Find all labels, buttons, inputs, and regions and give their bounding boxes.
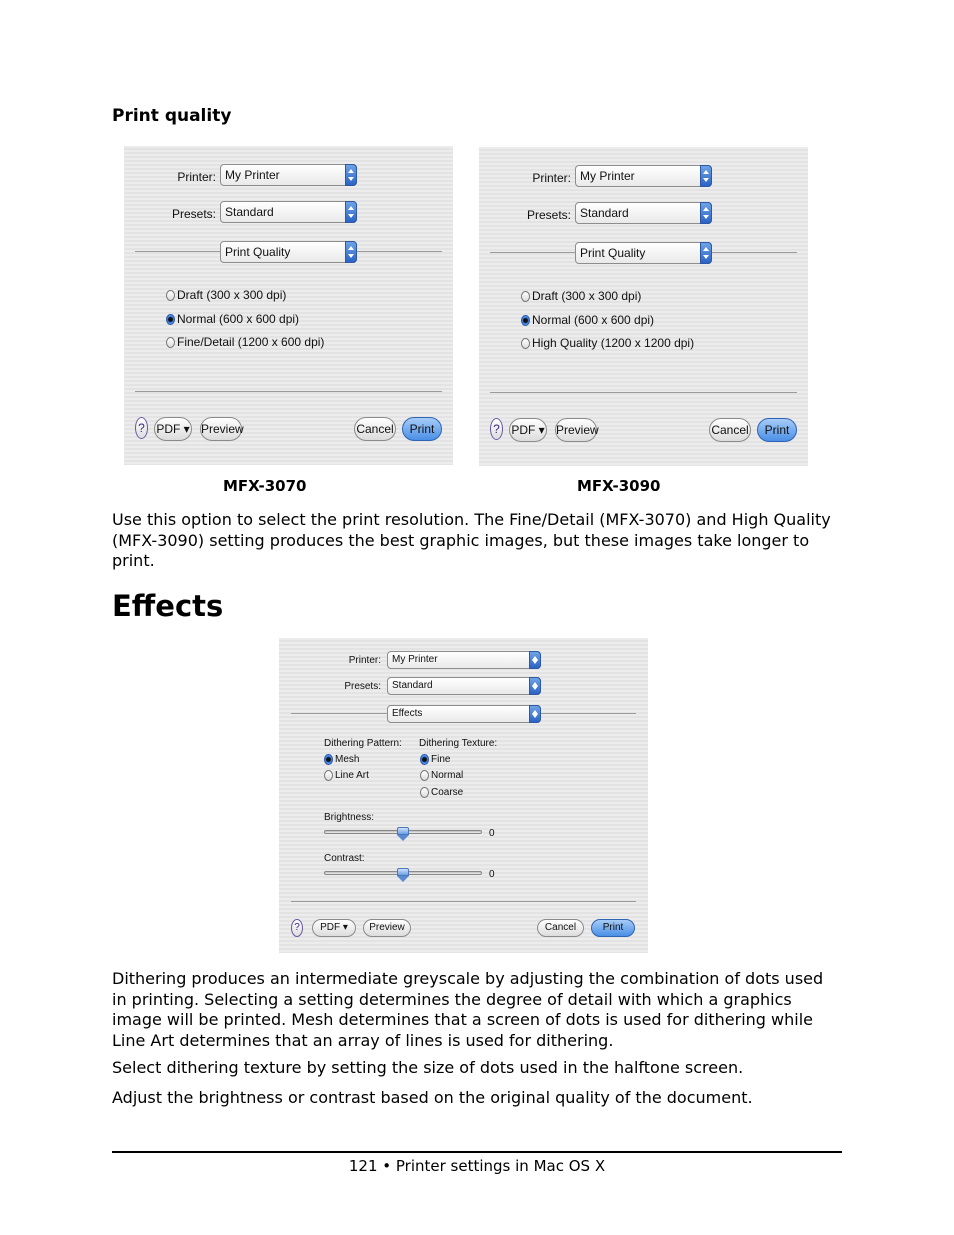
radio-normal[interactable]	[420, 770, 463, 781]
divider	[357, 251, 442, 252]
radio-icon	[420, 787, 429, 798]
popup-arrows-icon	[345, 201, 357, 223]
print-quality-body: Use this option to select the print resolution. The Fine/Detail (MFX-3070) and High Quality (MFX-3090) setting produces the best graphic images, but these images take longer to print.	[112, 510, 831, 570]
panel-popup[interactable]	[220, 241, 357, 263]
printer-label: Printer:	[348, 655, 381, 666]
radio-icon	[521, 291, 530, 302]
radio-selected-icon	[521, 315, 530, 326]
radio-label: Line Art	[335, 770, 369, 782]
print-button[interactable]: Print	[402, 417, 442, 441]
contrast-label: Contrast:	[324, 853, 365, 864]
popup-arrows-icon	[529, 705, 541, 723]
radio-icon	[420, 770, 429, 781]
presets-value: Standard	[392, 680, 433, 691]
radio-line-art[interactable]	[324, 770, 369, 781]
contrast-value: 0	[489, 869, 495, 880]
radio-label: Normal (600 x 600 dpi)	[177, 312, 300, 326]
radio-draft[interactable]	[166, 288, 286, 302]
presets-label: Presets:	[526, 208, 571, 222]
section-heading-print-quality: Print quality	[112, 106, 232, 126]
radio-draft[interactable]	[521, 289, 641, 303]
print-button[interactable]: Print	[757, 418, 797, 442]
pdf-button[interactable]: PDF ▾	[312, 919, 356, 937]
divider	[291, 901, 636, 902]
radio-icon	[521, 338, 530, 349]
effects-dialog	[279, 638, 648, 953]
presets-popup[interactable]	[220, 201, 357, 223]
divider	[291, 713, 387, 714]
presets-popup[interactable]	[575, 202, 712, 224]
printer-popup[interactable]	[220, 164, 357, 186]
printer-value: My Printer	[392, 654, 438, 665]
popup-arrows-icon	[700, 242, 712, 264]
radio-label: Normal (600 x 600 dpi)	[532, 313, 655, 327]
radio-fine-detail[interactable]	[166, 335, 324, 349]
radio-normal[interactable]	[166, 312, 299, 326]
footer-rule	[112, 1151, 842, 1153]
radio-label: Draft (300 x 300 dpi)	[532, 289, 642, 303]
cancel-button[interactable]: Cancel	[537, 919, 584, 937]
presets-popup[interactable]	[387, 677, 541, 695]
radio-selected-icon	[166, 314, 175, 325]
divider	[135, 391, 442, 392]
help-button[interactable]: ?	[490, 418, 503, 440]
printer-popup[interactable]	[575, 165, 712, 187]
divider	[490, 392, 797, 393]
presets-value: Standard	[225, 205, 274, 219]
panel-value: Effects	[392, 708, 423, 719]
popup-arrows-icon	[529, 651, 541, 669]
contrast-slider-thumb[interactable]	[397, 868, 409, 882]
panel-value: Print Quality	[225, 245, 291, 259]
printer-popup[interactable]	[387, 651, 541, 669]
brightness-value: 0	[489, 828, 495, 839]
radio-label: Fine/Detail (1200 x 600 dpi)	[177, 335, 325, 349]
divider	[541, 713, 636, 714]
panel-popup[interactable]	[387, 705, 541, 723]
cancel-button[interactable]: Cancel	[354, 417, 396, 441]
brightness-slider-thumb[interactable]	[397, 827, 409, 841]
preview-button[interactable]: Preview	[200, 417, 242, 441]
radio-mesh[interactable]	[324, 754, 359, 765]
pdf-button[interactable]: PDF ▾	[509, 418, 547, 442]
radio-icon	[324, 770, 333, 781]
radio-label: Draft (300 x 300 dpi)	[177, 288, 287, 302]
popup-arrows-icon	[700, 165, 712, 187]
popup-arrows-icon	[529, 677, 541, 695]
radio-high-quality[interactable]	[521, 336, 694, 350]
printer-value: My Printer	[225, 168, 280, 182]
panel-value: Print Quality	[580, 246, 646, 260]
radio-label: Mesh	[335, 754, 360, 766]
radio-selected-icon	[324, 754, 333, 765]
print-quality-dialog-mfx3070	[124, 146, 453, 465]
brightness-label: Brightness:	[324, 812, 375, 823]
caption-mfx3090: MFX-3090	[577, 477, 661, 495]
section-heading-effects: Effects	[112, 589, 224, 623]
radio-label: Normal	[431, 770, 464, 782]
print-quality-dialog-mfx3090	[479, 147, 808, 466]
panel-popup[interactable]	[575, 242, 712, 264]
printer-label: Printer:	[532, 171, 571, 185]
divider	[135, 251, 220, 252]
radio-selected-icon	[420, 754, 429, 765]
caption-mfx3070: MFX-3070	[223, 477, 307, 495]
radio-label: Fine	[431, 754, 451, 766]
dithering-pattern-label: Dithering Pattern:	[324, 738, 402, 749]
presets-value: Standard	[580, 206, 629, 220]
effects-paragraph-3: Adjust the brightness or contrast based on the original quality of the document.	[112, 1088, 753, 1107]
popup-arrows-icon	[345, 164, 357, 186]
help-button[interactable]: ?	[135, 417, 148, 439]
divider	[712, 252, 797, 253]
pdf-button[interactable]: PDF ▾	[154, 417, 192, 441]
printer-label: Printer:	[177, 170, 216, 184]
radio-icon	[166, 290, 175, 301]
radio-icon	[166, 337, 175, 348]
popup-arrows-icon	[345, 241, 357, 263]
effects-paragraph-1: Dithering produces an intermediate greyscale by adjusting the combination of dots used in printing. Selecting a setting determines the degree of detail with which a graphics image will be printed. Mesh determines that a screen of dots is used for dithering while Line Art determines that an array of lines is used for dithering.	[112, 969, 824, 1050]
radio-label: High Quality (1200 x 1200 dpi)	[532, 336, 695, 350]
radio-coarse[interactable]	[420, 787, 463, 798]
printer-value: My Printer	[580, 169, 635, 183]
cancel-button[interactable]: Cancel	[709, 418, 751, 442]
radio-label: Coarse	[431, 787, 464, 799]
preview-button[interactable]: Preview	[555, 418, 597, 442]
popup-arrows-icon	[700, 202, 712, 224]
radio-fine[interactable]	[420, 754, 450, 765]
help-button[interactable]: ?	[291, 919, 303, 937]
preview-button[interactable]: Preview	[363, 919, 411, 937]
presets-label: Presets:	[344, 681, 381, 692]
page-footer: 121 • Printer settings in Mac OS X	[348, 1157, 606, 1175]
presets-label: Presets:	[171, 207, 216, 221]
radio-normal[interactable]	[521, 313, 654, 327]
print-button[interactable]: Print	[591, 919, 635, 937]
dithering-texture-label: Dithering Texture:	[419, 738, 498, 749]
effects-paragraph-2: Select dithering texture by setting the size of dots used in the halftone screen.	[112, 1058, 744, 1077]
divider	[490, 252, 575, 253]
